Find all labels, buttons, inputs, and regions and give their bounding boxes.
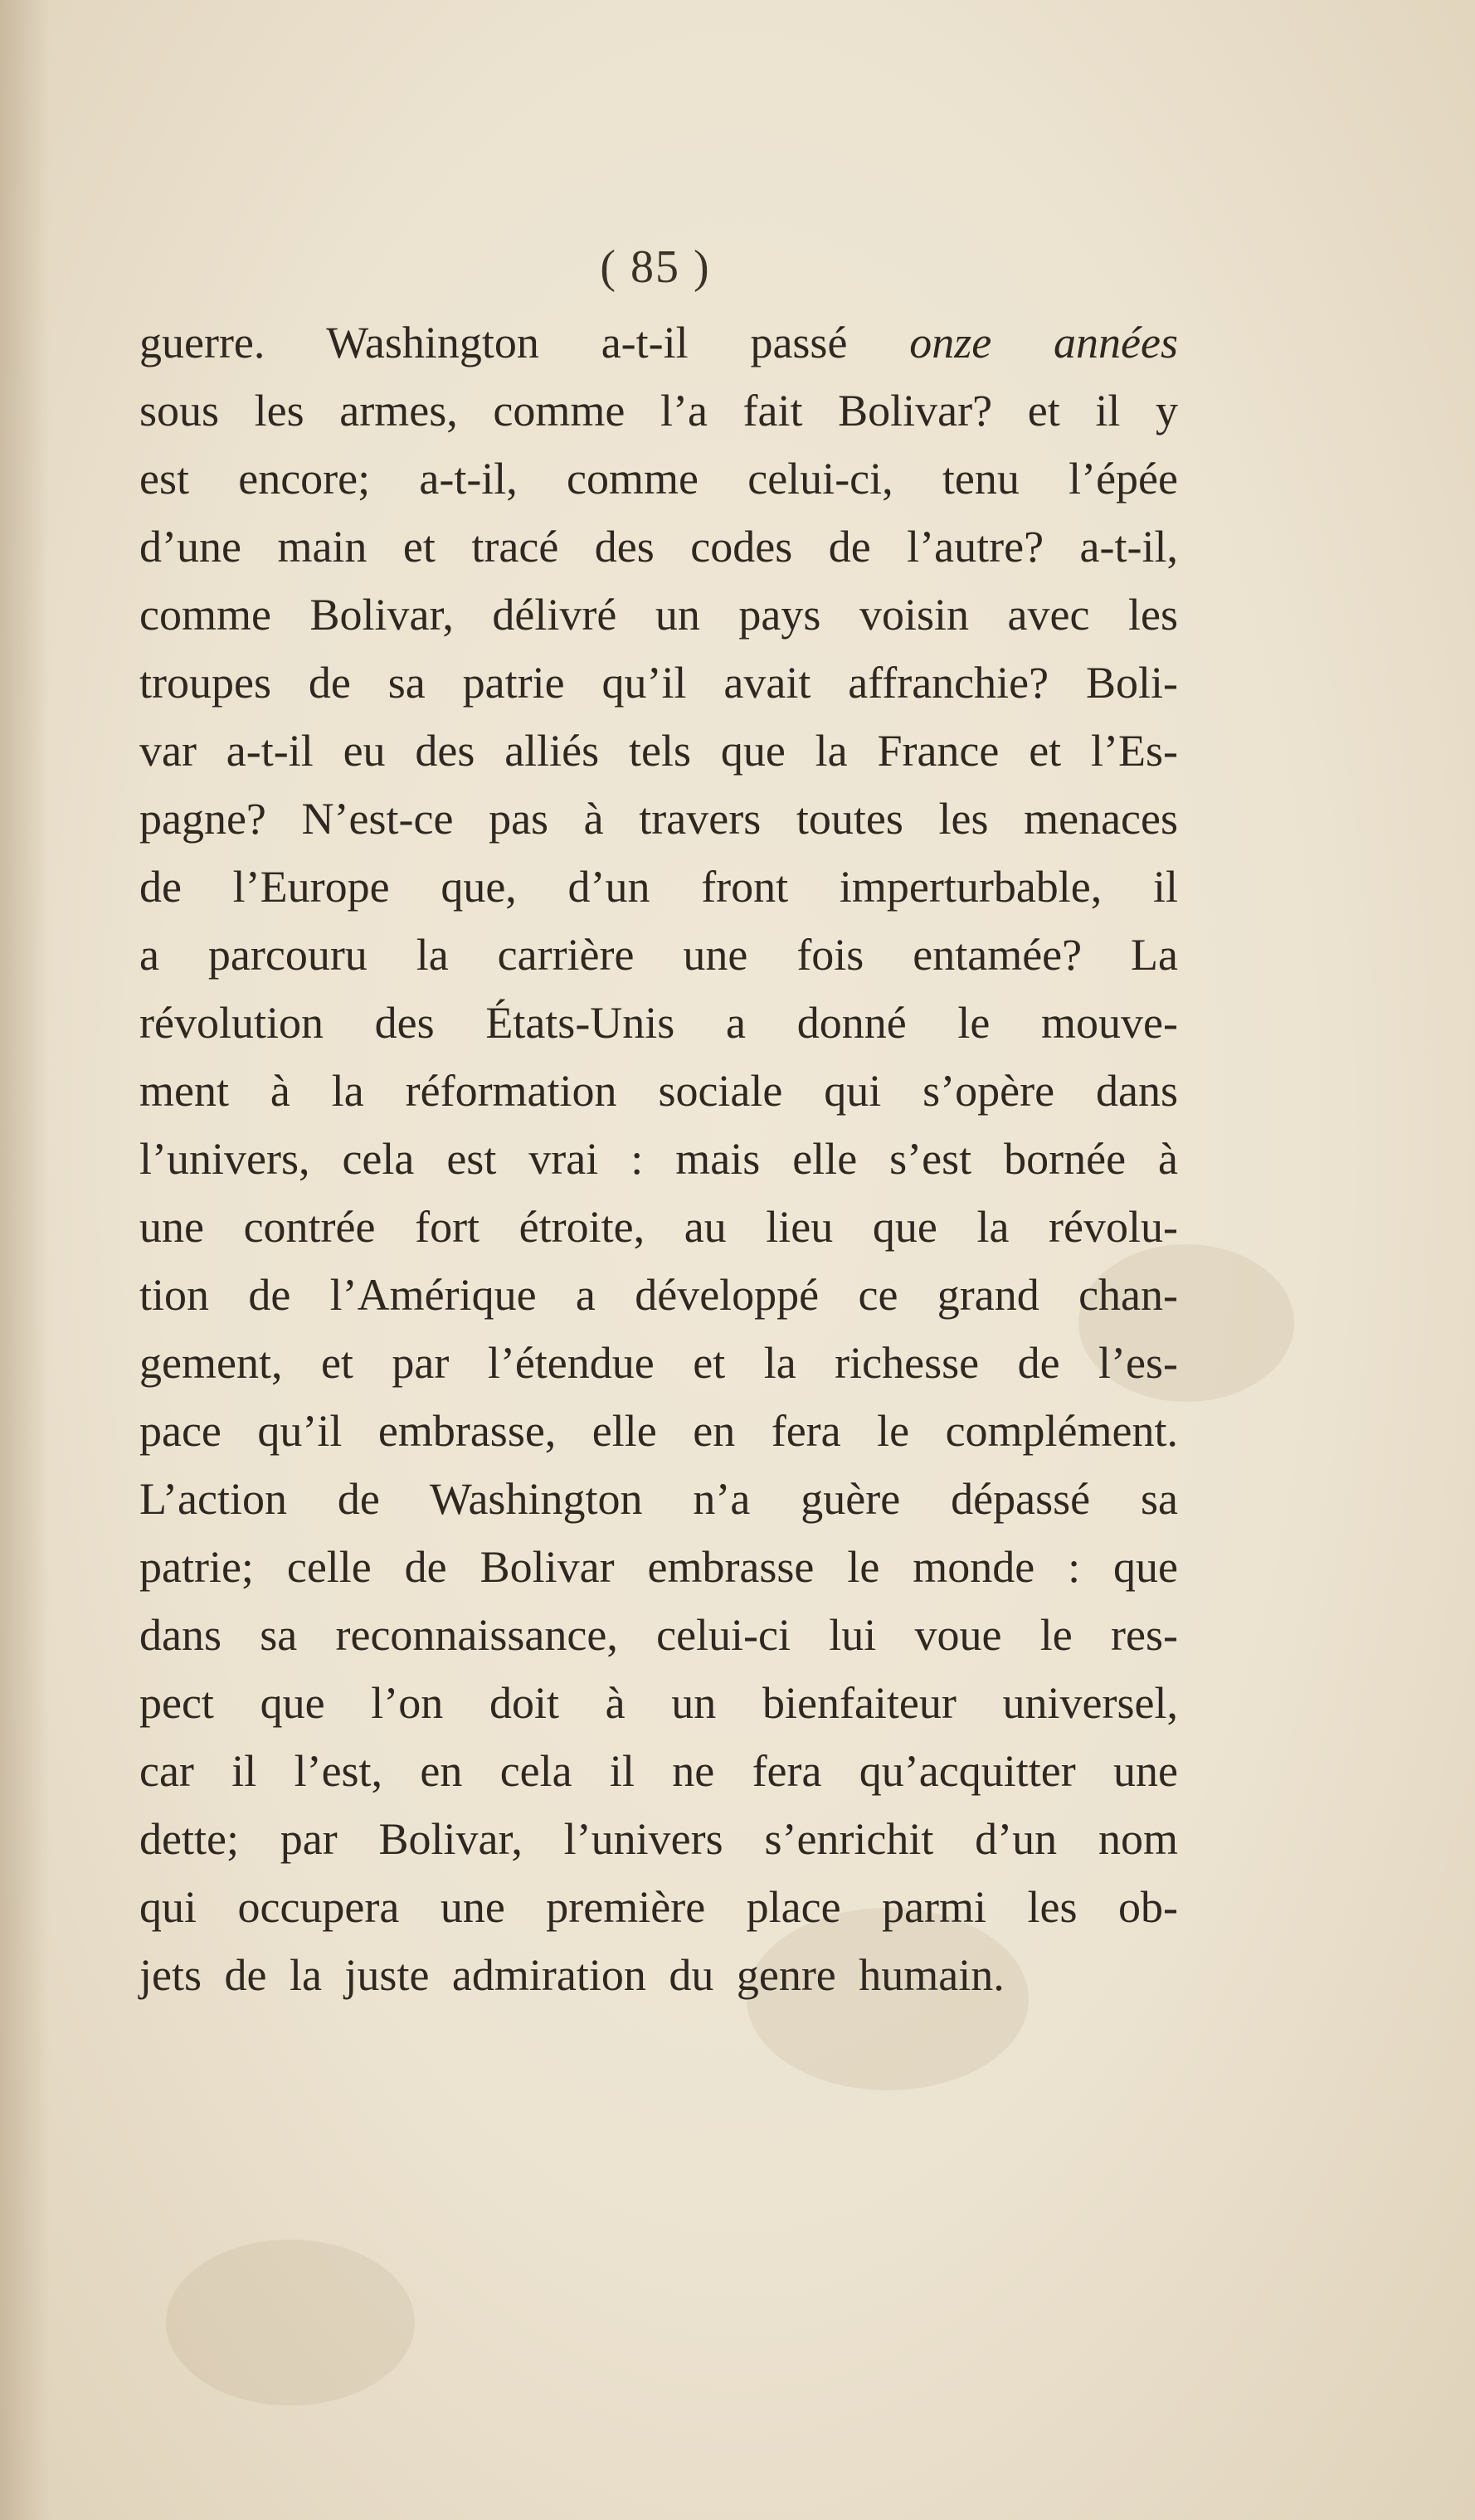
text-line: car il l’est, en cela il ne fera qu’acquitter une (139, 1746, 1178, 1796)
text-line: pace qu’il embrasse, elle en fera le complément. (139, 1406, 1178, 1456)
text-line: d’une main et tracé des codes de l’autre? a-t-il, (139, 522, 1178, 572)
text-line: révolution des États-Unis a donné le mouve- (139, 998, 1178, 1048)
text-line: est encore; a-t-il, comme celui-ci, tenu l’épée (139, 454, 1178, 504)
text-line: var a-t-il eu des alliés tels que la France et l’Es- (139, 726, 1178, 776)
text-line: pect que l’on doit à un bienfaiteur universel, (139, 1678, 1178, 1728)
text-line: ment à la réformation sociale qui s’opère dans (139, 1066, 1178, 1116)
text-line: a parcouru la carrière une fois entamée? La (139, 930, 1178, 980)
text-line: comme Bolivar, délivré un pays voisin avec les (139, 590, 1178, 640)
text-line: jets de la juste admiration du genre humain. (139, 1950, 1005, 2000)
text-line: L’action de Washington n’a guère dépassé sa (139, 1474, 1178, 1524)
text-line: pagne? N’est-ce pas à travers toutes les menaces (139, 794, 1178, 844)
text-line: tion de l’Amérique a développé ce grand chan- (139, 1270, 1178, 1320)
text-line: patrie; celle de Bolivar embrasse le monde : que (139, 1542, 1178, 1592)
text-line: dans sa reconnaissance, celui-ci lui voue le res- (139, 1610, 1178, 1660)
text-line: troupes de sa patrie qu’il avait affranchie? Boli- (139, 658, 1178, 708)
page-number: ( 85 ) (600, 241, 711, 293)
body-text (139, 309, 1178, 2009)
text-line: sous les armes, comme l’a fait Bolivar? et il y (139, 386, 1178, 435)
page-edge-shadow (0, 0, 50, 2520)
text-line: de l’Europe que, d’un front imperturbable, il (139, 862, 1178, 912)
text-line: gement, et par l’étendue et la richesse de l’es- (139, 1338, 1178, 1388)
emphasis-text: onze années (909, 318, 1179, 367)
paper-stain (166, 2240, 415, 2406)
text-line: une contrée fort étroite, au lieu que la révolu- (139, 1202, 1178, 1252)
text-line: guerre. Washington a-t-il passé onze années (139, 318, 1179, 367)
text-line: qui occupera une première place parmi les ob- (139, 1882, 1178, 1932)
text-line: dette; par Bolivar, l’univers s’enrichit d’un nom (139, 1814, 1178, 1864)
text-line: l’univers, cela est vrai : mais elle s’est bornée à (139, 1134, 1178, 1184)
